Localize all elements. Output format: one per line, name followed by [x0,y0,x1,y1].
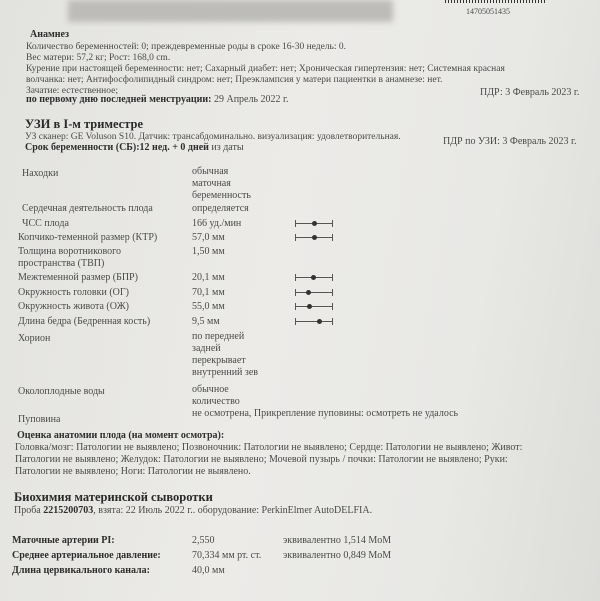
biochem-label: Маточные артерии PI: [12,535,115,546]
lmp-value: 29 Апрель 2022 г. [213,94,289,105]
finding-label: Хорион [18,333,51,344]
finding-value: 166 уд./мин [192,218,242,229]
finding-label: Околоплодные воды [18,386,105,397]
finding-label: Окружность головки (ОГ) [18,287,130,298]
finding-value: 20,1 мм [192,272,225,283]
range-marker [307,304,312,309]
finding-label: Толщина воротникового пространства (ТВП) [18,246,122,269]
biochem-value: 40,0 мм [192,565,225,576]
finding-value: 57,0 мм [192,232,225,243]
edd-ultrasound: ПДР по УЗИ: 3 Февраль 2023 г. [443,136,577,147]
gestational-age: Срок беременности (СБ):12 нед. + 0 дней [25,142,209,153]
range-indicator [295,289,333,296]
finding-label: Длина бедра (Бедренная кость) [18,316,151,327]
anamnesis-title: Анамнез [30,29,70,40]
finding-label: Сердечная деятельность плода [22,203,153,214]
scanner-info: УЗ сканер: GE Voluson S10. Датчик: трансабдоминально. визуализация: удовлетворительная. [25,132,401,142]
finding-value: 70,1 мм [192,287,225,298]
range-marker [312,235,317,240]
finding-value: 55,0 мм [192,301,225,312]
anamnesis-line: Зачатие: естественное; [26,86,118,96]
lmp-label: по первому дню последней менструации: [26,94,212,105]
finding-value: 9,5 мм [192,316,220,327]
finding-label: Пуповина [18,414,61,425]
finding-label: Копчико-теменной размер (КТР) [18,232,158,243]
finding-label: Находки [22,168,59,179]
biochem-value: 2,550 [192,535,215,546]
biochem-label: Среднее артериальное давление: [12,550,161,561]
anatomy-line: Патологии не выявлено; Желудок: Патологии не выявлено; Мочевой пузырь / почки: Патологии не выявлено; Руки: [15,454,508,465]
sample-id: 2215200703 [43,505,94,516]
finding-label: ЧСС плода [22,218,69,229]
sample-details: , взята: 22 Июль 2022 г.. оборудование: PerkinElmer AutoDELFIA. [93,505,373,516]
barcode [445,0,545,3]
redacted-patient-info [68,0,393,22]
anamnesis-line: Вес матери: 57,2 кг; Рост: 168,0 cm. [26,53,171,63]
range-marker [311,275,316,280]
finding-value: обычная маточная беременность [192,166,251,201]
range-indicator [295,274,333,281]
range-marker [306,290,311,295]
anamnesis-line: Курение при настоящей беременности: нет; Сахарный диабет: нет; Хроническая гипертензия: нет; Системная красная [26,64,505,74]
range-marker [317,319,322,324]
barcode-number: 14705051435 [466,7,510,16]
finding-label: Окружность живота (ОЖ) [18,301,130,312]
biochem-mom: эквивалентно 0,849 MoM [283,550,392,561]
anatomy-line: Патологии не выявлено; Ноги: Патологии не выявлено. [15,466,251,477]
ultrasound-title: УЗИ в I-м триместре [25,117,143,131]
range-indicator [295,220,333,227]
range-marker [312,221,317,226]
edd: ПДР: 3 Февраль 2023 г. [480,87,580,98]
range-indicator [295,303,333,310]
range-indicator [295,318,333,325]
finding-value: по передней задней перекрывает внутренний зев [192,331,259,378]
finding-label: Межтеменной размер (БПР) [18,272,138,283]
finding-value: обычное количество [192,384,240,407]
anatomy-title: Оценка анатомии плода (на момент осмотра): [17,430,225,441]
gestational-age-source: из даты [208,142,244,153]
biochem-title: Биохимия материнской сыворотки [14,490,213,504]
finding-value: 1,50 мм [192,246,225,257]
range-indicator [295,234,333,241]
finding-value: определяется [192,203,249,214]
biochem-value: 70,334 мм рт. ст. [192,550,262,561]
anamnesis-line: Количество беременностей: 0; преждевременные роды в сроке 16-30 недель: 0. [26,42,347,52]
anamnesis-line: волчанка: нет; Антифосфолипидный синдром: нет; Преэклампсия у матери пациентки в анамнезе: нет. [26,75,443,85]
biochem-label: Длина цервикального канала: [12,565,150,576]
finding-value: не осмотрена, Прикрепление пуповины: осмотреть не удалось [192,408,459,419]
biochem-mom: эквивалентно 1,514 MoM [283,535,392,546]
anatomy-line: Головка/мозг: Патологии не выявлено; Позвоночник: Патологии не выявлено; Сердце: Патологии не выявлено; Живот: [15,442,523,453]
sample-prefix: Проба [14,505,44,516]
